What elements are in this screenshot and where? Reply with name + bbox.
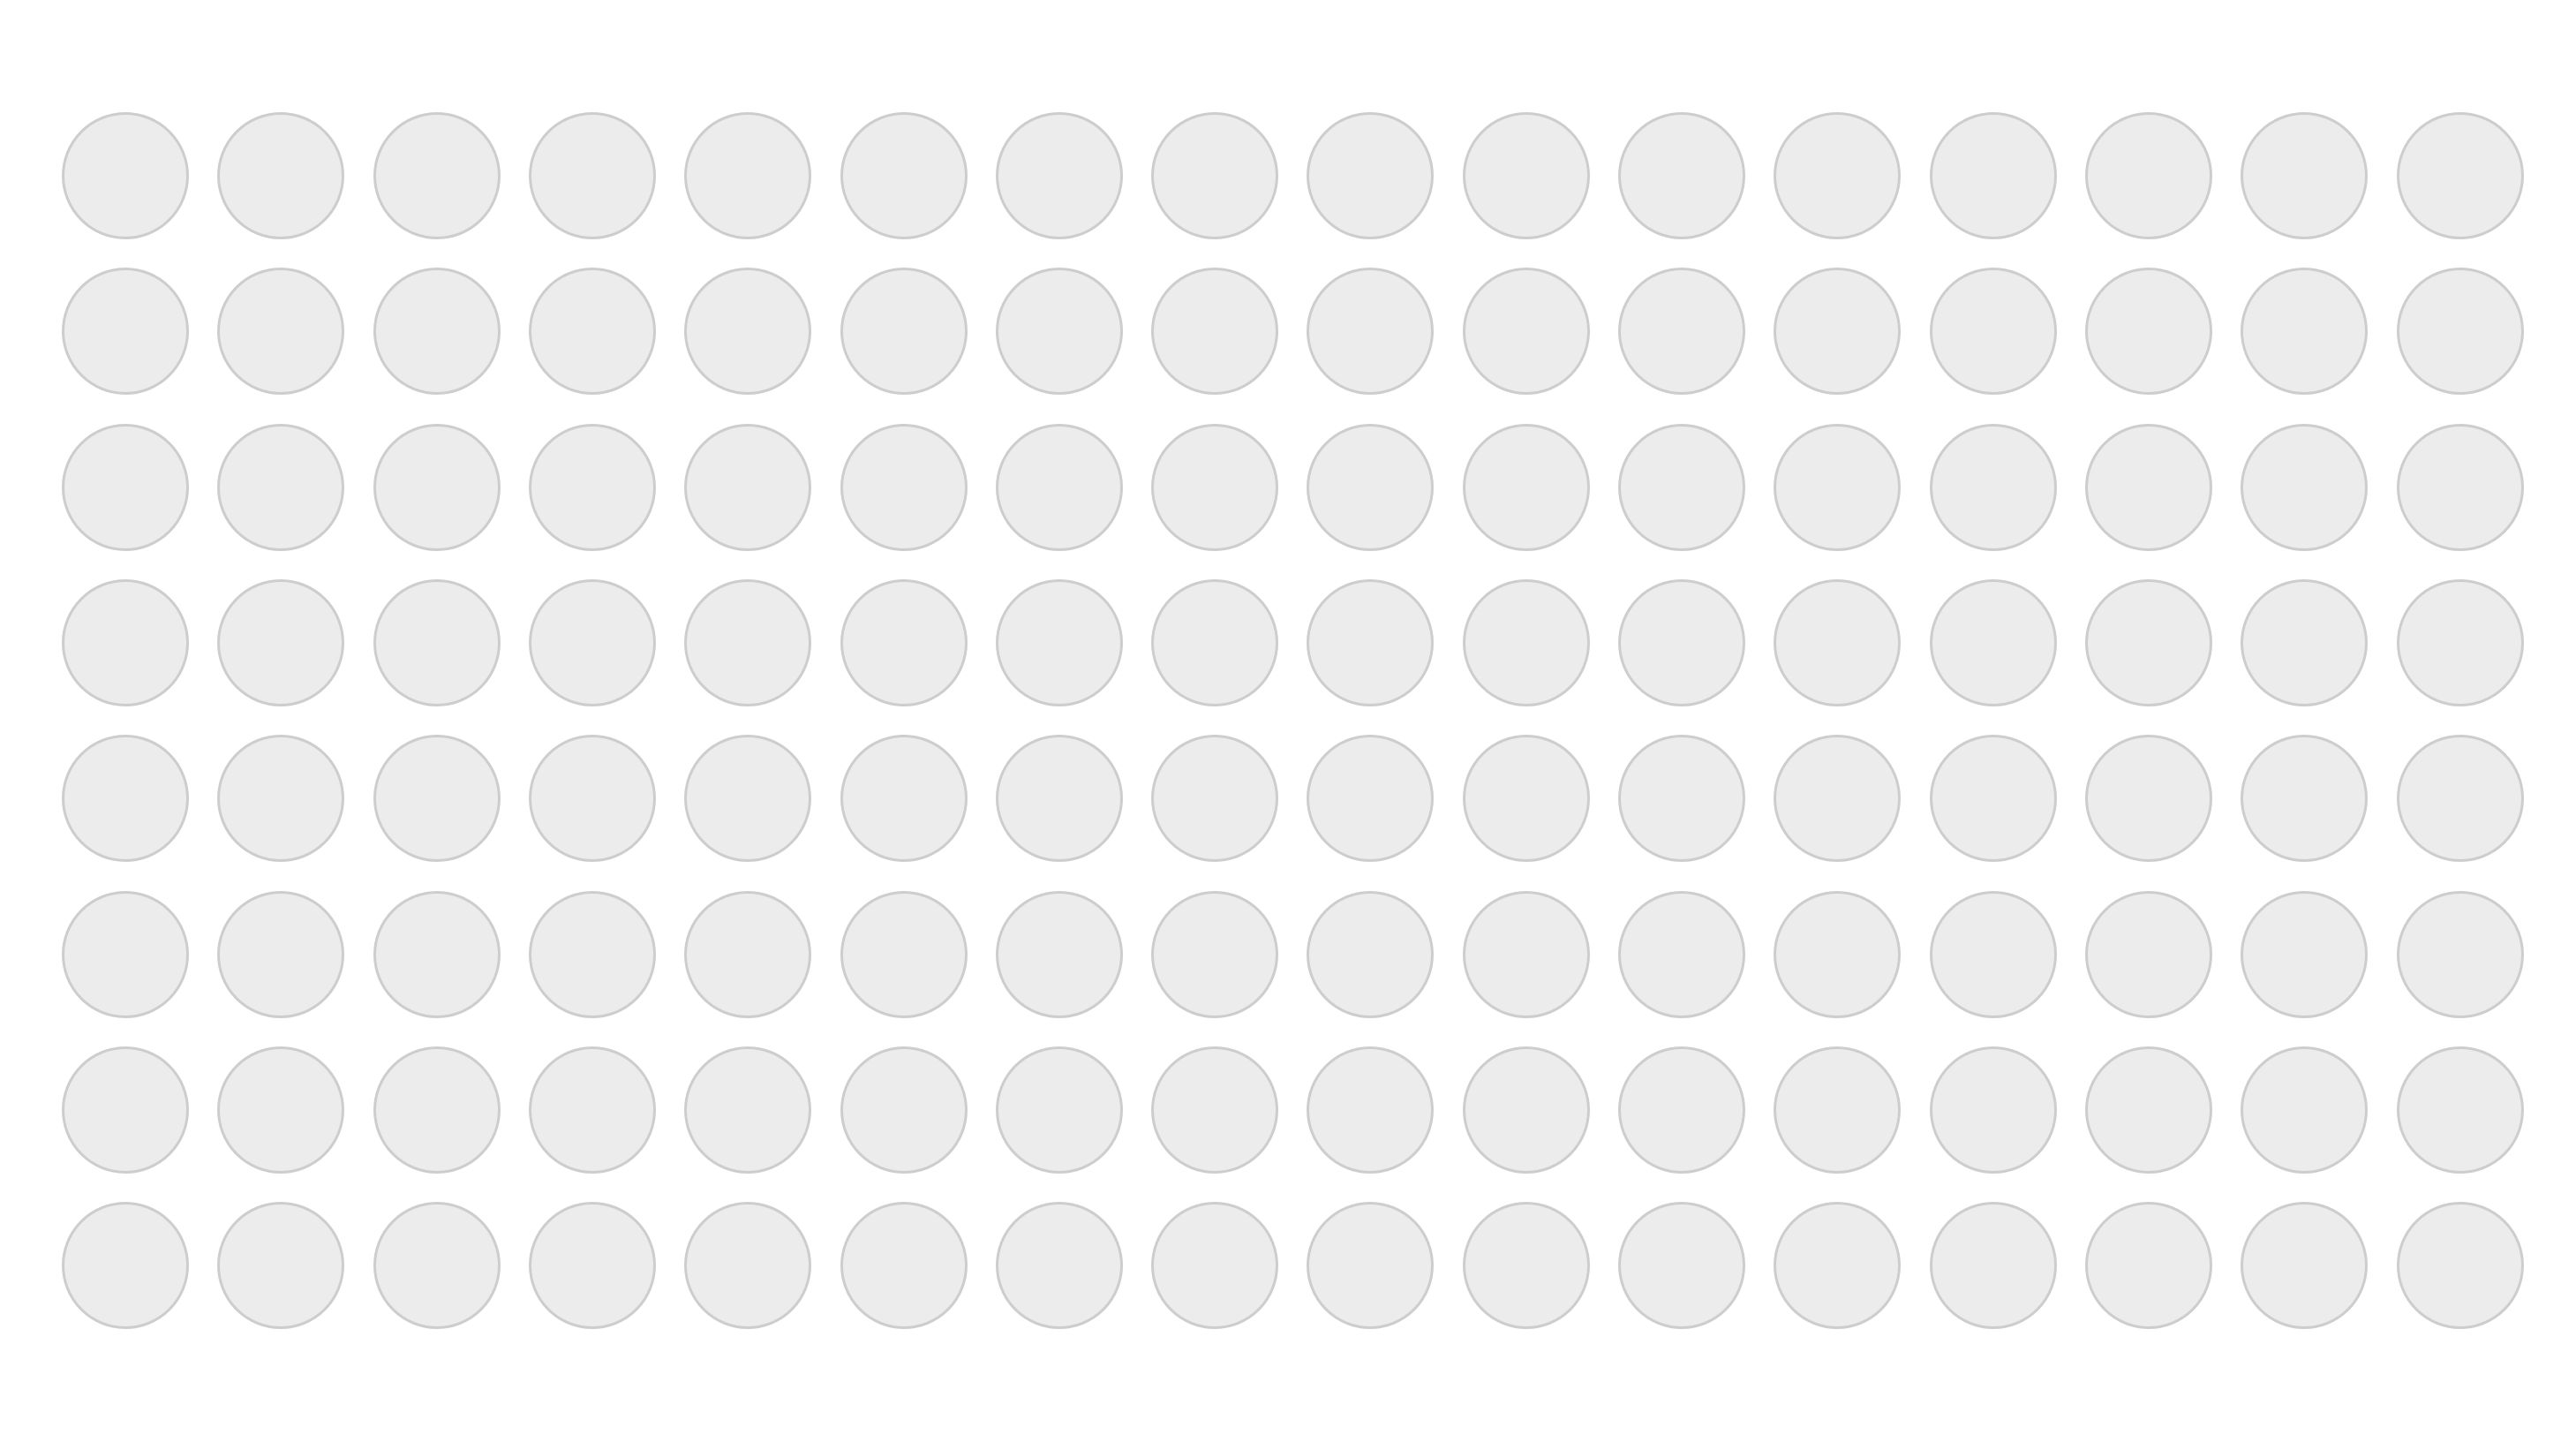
circle-cell-r3-c7[interactable] bbox=[996, 424, 1123, 551]
circle-cell-r7-c14[interactable] bbox=[2085, 1046, 2212, 1174]
circle-cell-r6-c16[interactable] bbox=[2397, 891, 2524, 1018]
circle-cell-r8-c12[interactable] bbox=[1774, 1202, 1901, 1329]
circle-cell-r3-c4[interactable] bbox=[529, 424, 656, 551]
circle-cell-r2-c12[interactable] bbox=[1774, 268, 1901, 395]
circle-cell-r7-c9[interactable] bbox=[1307, 1046, 1434, 1174]
circle-cell-r1-c10[interactable] bbox=[1463, 112, 1590, 239]
circle-cell-r4-c3[interactable] bbox=[373, 579, 501, 706]
circle-cell-r7-c2[interactable] bbox=[217, 1046, 344, 1174]
circle-cell-r6-c12[interactable] bbox=[1774, 891, 1901, 1018]
circle-cell-r3-c13[interactable] bbox=[1930, 424, 2057, 551]
circle-cell-r7-c16[interactable] bbox=[2397, 1046, 2524, 1174]
circle-cell-r2-c10[interactable] bbox=[1463, 268, 1590, 395]
circle-cell-r4-c13[interactable] bbox=[1930, 579, 2057, 706]
circle-cell-r5-c12[interactable] bbox=[1774, 735, 1901, 862]
circle-cell-r6-c13[interactable] bbox=[1930, 891, 2057, 1018]
circle-cell-r3-c15[interactable] bbox=[2241, 424, 2368, 551]
circle-cell-r2-c14[interactable] bbox=[2085, 268, 2212, 395]
circle-cell-r4-c5[interactable] bbox=[684, 579, 811, 706]
circle-cell-r8-c5[interactable] bbox=[684, 1202, 811, 1329]
circle-cell-r6-c7[interactable] bbox=[996, 891, 1123, 1018]
circle-cell-r3-c1[interactable] bbox=[62, 424, 189, 551]
circle-cell-r8-c4[interactable] bbox=[529, 1202, 656, 1329]
circle-cell-r3-c3[interactable] bbox=[373, 424, 501, 551]
circle-cell-r1-c2[interactable] bbox=[217, 112, 344, 239]
circle-cell-r1-c3[interactable] bbox=[373, 112, 501, 239]
circle-cell-r1-c14[interactable] bbox=[2085, 112, 2212, 239]
circle-cell-r8-c7[interactable] bbox=[996, 1202, 1123, 1329]
circle-cell-r1-c11[interactable] bbox=[1618, 112, 1745, 239]
circle-cell-r4-c12[interactable] bbox=[1774, 579, 1901, 706]
circle-cell-r3-c8[interactable] bbox=[1151, 424, 1278, 551]
circle-cell-r2-c15[interactable] bbox=[2241, 268, 2368, 395]
circle-cell-r1-c4[interactable] bbox=[529, 112, 656, 239]
circle-cell-r5-c4[interactable] bbox=[529, 735, 656, 862]
circle-cell-r6-c15[interactable] bbox=[2241, 891, 2368, 1018]
circle-cell-r7-c11[interactable] bbox=[1618, 1046, 1745, 1174]
circle-cell-r7-c8[interactable] bbox=[1151, 1046, 1278, 1174]
circle-cell-r3-c12[interactable] bbox=[1774, 424, 1901, 551]
circle-cell-r6-c11[interactable] bbox=[1618, 891, 1745, 1018]
circle-cell-r8-c15[interactable] bbox=[2241, 1202, 2368, 1329]
circle-cell-r1-c7[interactable] bbox=[996, 112, 1123, 239]
circle-cell-r6-c3[interactable] bbox=[373, 891, 501, 1018]
circle-cell-r7-c13[interactable] bbox=[1930, 1046, 2057, 1174]
circle-cell-r7-c1[interactable] bbox=[62, 1046, 189, 1174]
circle-cell-r2-c9[interactable] bbox=[1307, 268, 1434, 395]
circle-cell-r1-c5[interactable] bbox=[684, 112, 811, 239]
circle-cell-r2-c5[interactable] bbox=[684, 268, 811, 395]
circle-cell-r7-c12[interactable] bbox=[1774, 1046, 1901, 1174]
circle-cell-r5-c3[interactable] bbox=[373, 735, 501, 862]
circle-cell-r5-c5[interactable] bbox=[684, 735, 811, 862]
circle-cell-r3-c6[interactable] bbox=[840, 424, 968, 551]
circle-cell-r8-c13[interactable] bbox=[1930, 1202, 2057, 1329]
circle-cell-r4-c1[interactable] bbox=[62, 579, 189, 706]
circle-cell-r2-c8[interactable] bbox=[1151, 268, 1278, 395]
circle-cell-r7-c10[interactable] bbox=[1463, 1046, 1590, 1174]
circle-cell-r4-c4[interactable] bbox=[529, 579, 656, 706]
circle-cell-r4-c16[interactable] bbox=[2397, 579, 2524, 706]
circle-cell-r2-c6[interactable] bbox=[840, 268, 968, 395]
circle-cell-r1-c13[interactable] bbox=[1930, 112, 2057, 239]
circle-cell-r5-c11[interactable] bbox=[1618, 735, 1745, 862]
circle-cell-r6-c14[interactable] bbox=[2085, 891, 2212, 1018]
circle-cell-r4-c10[interactable] bbox=[1463, 579, 1590, 706]
circle-cell-r8-c8[interactable] bbox=[1151, 1202, 1278, 1329]
circle-cell-r7-c6[interactable] bbox=[840, 1046, 968, 1174]
circle-cell-r2-c13[interactable] bbox=[1930, 268, 2057, 395]
circle-cell-r2-c1[interactable] bbox=[62, 268, 189, 395]
circle-cell-r6-c4[interactable] bbox=[529, 891, 656, 1018]
circle-cell-r5-c2[interactable] bbox=[217, 735, 344, 862]
circle-cell-r1-c12[interactable] bbox=[1774, 112, 1901, 239]
circle-cell-r1-c9[interactable] bbox=[1307, 112, 1434, 239]
circle-cell-r8-c10[interactable] bbox=[1463, 1202, 1590, 1329]
circle-cell-r6-c8[interactable] bbox=[1151, 891, 1278, 1018]
circle-cell-r7-c7[interactable] bbox=[996, 1046, 1123, 1174]
circle-cell-r4-c9[interactable] bbox=[1307, 579, 1434, 706]
circle-cell-r8-c16[interactable] bbox=[2397, 1202, 2524, 1329]
circle-cell-r3-c14[interactable] bbox=[2085, 424, 2212, 551]
circle-cell-r2-c4[interactable] bbox=[529, 268, 656, 395]
circle-cell-r8-c14[interactable] bbox=[2085, 1202, 2212, 1329]
circle-cell-r6-c5[interactable] bbox=[684, 891, 811, 1018]
circle-cell-r2-c2[interactable] bbox=[217, 268, 344, 395]
circle-cell-r6-c1[interactable] bbox=[62, 891, 189, 1018]
circle-cell-r5-c7[interactable] bbox=[996, 735, 1123, 862]
circle-cell-r5-c16[interactable] bbox=[2397, 735, 2524, 862]
circle-cell-r5-c14[interactable] bbox=[2085, 735, 2212, 862]
circle-cell-r5-c10[interactable] bbox=[1463, 735, 1590, 862]
circle-cell-r4-c6[interactable] bbox=[840, 579, 968, 706]
circle-cell-r3-c5[interactable] bbox=[684, 424, 811, 551]
circle-cell-r7-c15[interactable] bbox=[2241, 1046, 2368, 1174]
circle-cell-r8-c11[interactable] bbox=[1618, 1202, 1745, 1329]
circle-cell-r3-c11[interactable] bbox=[1618, 424, 1745, 551]
circle-cell-r3-c9[interactable] bbox=[1307, 424, 1434, 551]
circle-cell-r3-c10[interactable] bbox=[1463, 424, 1590, 551]
circle-cell-r8-c6[interactable] bbox=[840, 1202, 968, 1329]
circle-cell-r1-c8[interactable] bbox=[1151, 112, 1278, 239]
circle-cell-r1-c16[interactable] bbox=[2397, 112, 2524, 239]
circle-cell-r5-c15[interactable] bbox=[2241, 735, 2368, 862]
circle-cell-r2-c7[interactable] bbox=[996, 268, 1123, 395]
circle-cell-r8-c2[interactable] bbox=[217, 1202, 344, 1329]
circle-cell-r7-c3[interactable] bbox=[373, 1046, 501, 1174]
circle-cell-r7-c5[interactable] bbox=[684, 1046, 811, 1174]
circle-cell-r4-c2[interactable] bbox=[217, 579, 344, 706]
circle-cell-r2-c3[interactable] bbox=[373, 268, 501, 395]
circle-cell-r1-c1[interactable] bbox=[62, 112, 189, 239]
circle-cell-r6-c9[interactable] bbox=[1307, 891, 1434, 1018]
circle-cell-r4-c14[interactable] bbox=[2085, 579, 2212, 706]
circle-cell-r4-c7[interactable] bbox=[996, 579, 1123, 706]
circle-cell-r8-c9[interactable] bbox=[1307, 1202, 1434, 1329]
circle-cell-r3-c2[interactable] bbox=[217, 424, 344, 551]
circle-cell-r5-c9[interactable] bbox=[1307, 735, 1434, 862]
circle-cell-r5-c1[interactable] bbox=[62, 735, 189, 862]
circle-cell-r1-c6[interactable] bbox=[840, 112, 968, 239]
circle-cell-r5-c13[interactable] bbox=[1930, 735, 2057, 862]
circle-cell-r6-c6[interactable] bbox=[840, 891, 968, 1018]
circle-cell-r4-c8[interactable] bbox=[1151, 579, 1278, 706]
circle-cell-r8-c1[interactable] bbox=[62, 1202, 189, 1329]
circle-cell-r6-c10[interactable] bbox=[1463, 891, 1590, 1018]
circle-cell-r2-c16[interactable] bbox=[2397, 268, 2524, 395]
circle-cell-r7-c4[interactable] bbox=[529, 1046, 656, 1174]
circle-cell-r6-c2[interactable] bbox=[217, 891, 344, 1018]
circle-cell-r5-c8[interactable] bbox=[1151, 735, 1278, 862]
circle-cell-r1-c15[interactable] bbox=[2241, 112, 2368, 239]
circle-cell-r2-c11[interactable] bbox=[1618, 268, 1745, 395]
circle-cell-r3-c16[interactable] bbox=[2397, 424, 2524, 551]
circle-cell-r8-c3[interactable] bbox=[373, 1202, 501, 1329]
circle-cell-r4-c11[interactable] bbox=[1618, 579, 1745, 706]
circle-cell-r4-c15[interactable] bbox=[2241, 579, 2368, 706]
circle-cell-r5-c6[interactable] bbox=[840, 735, 968, 862]
